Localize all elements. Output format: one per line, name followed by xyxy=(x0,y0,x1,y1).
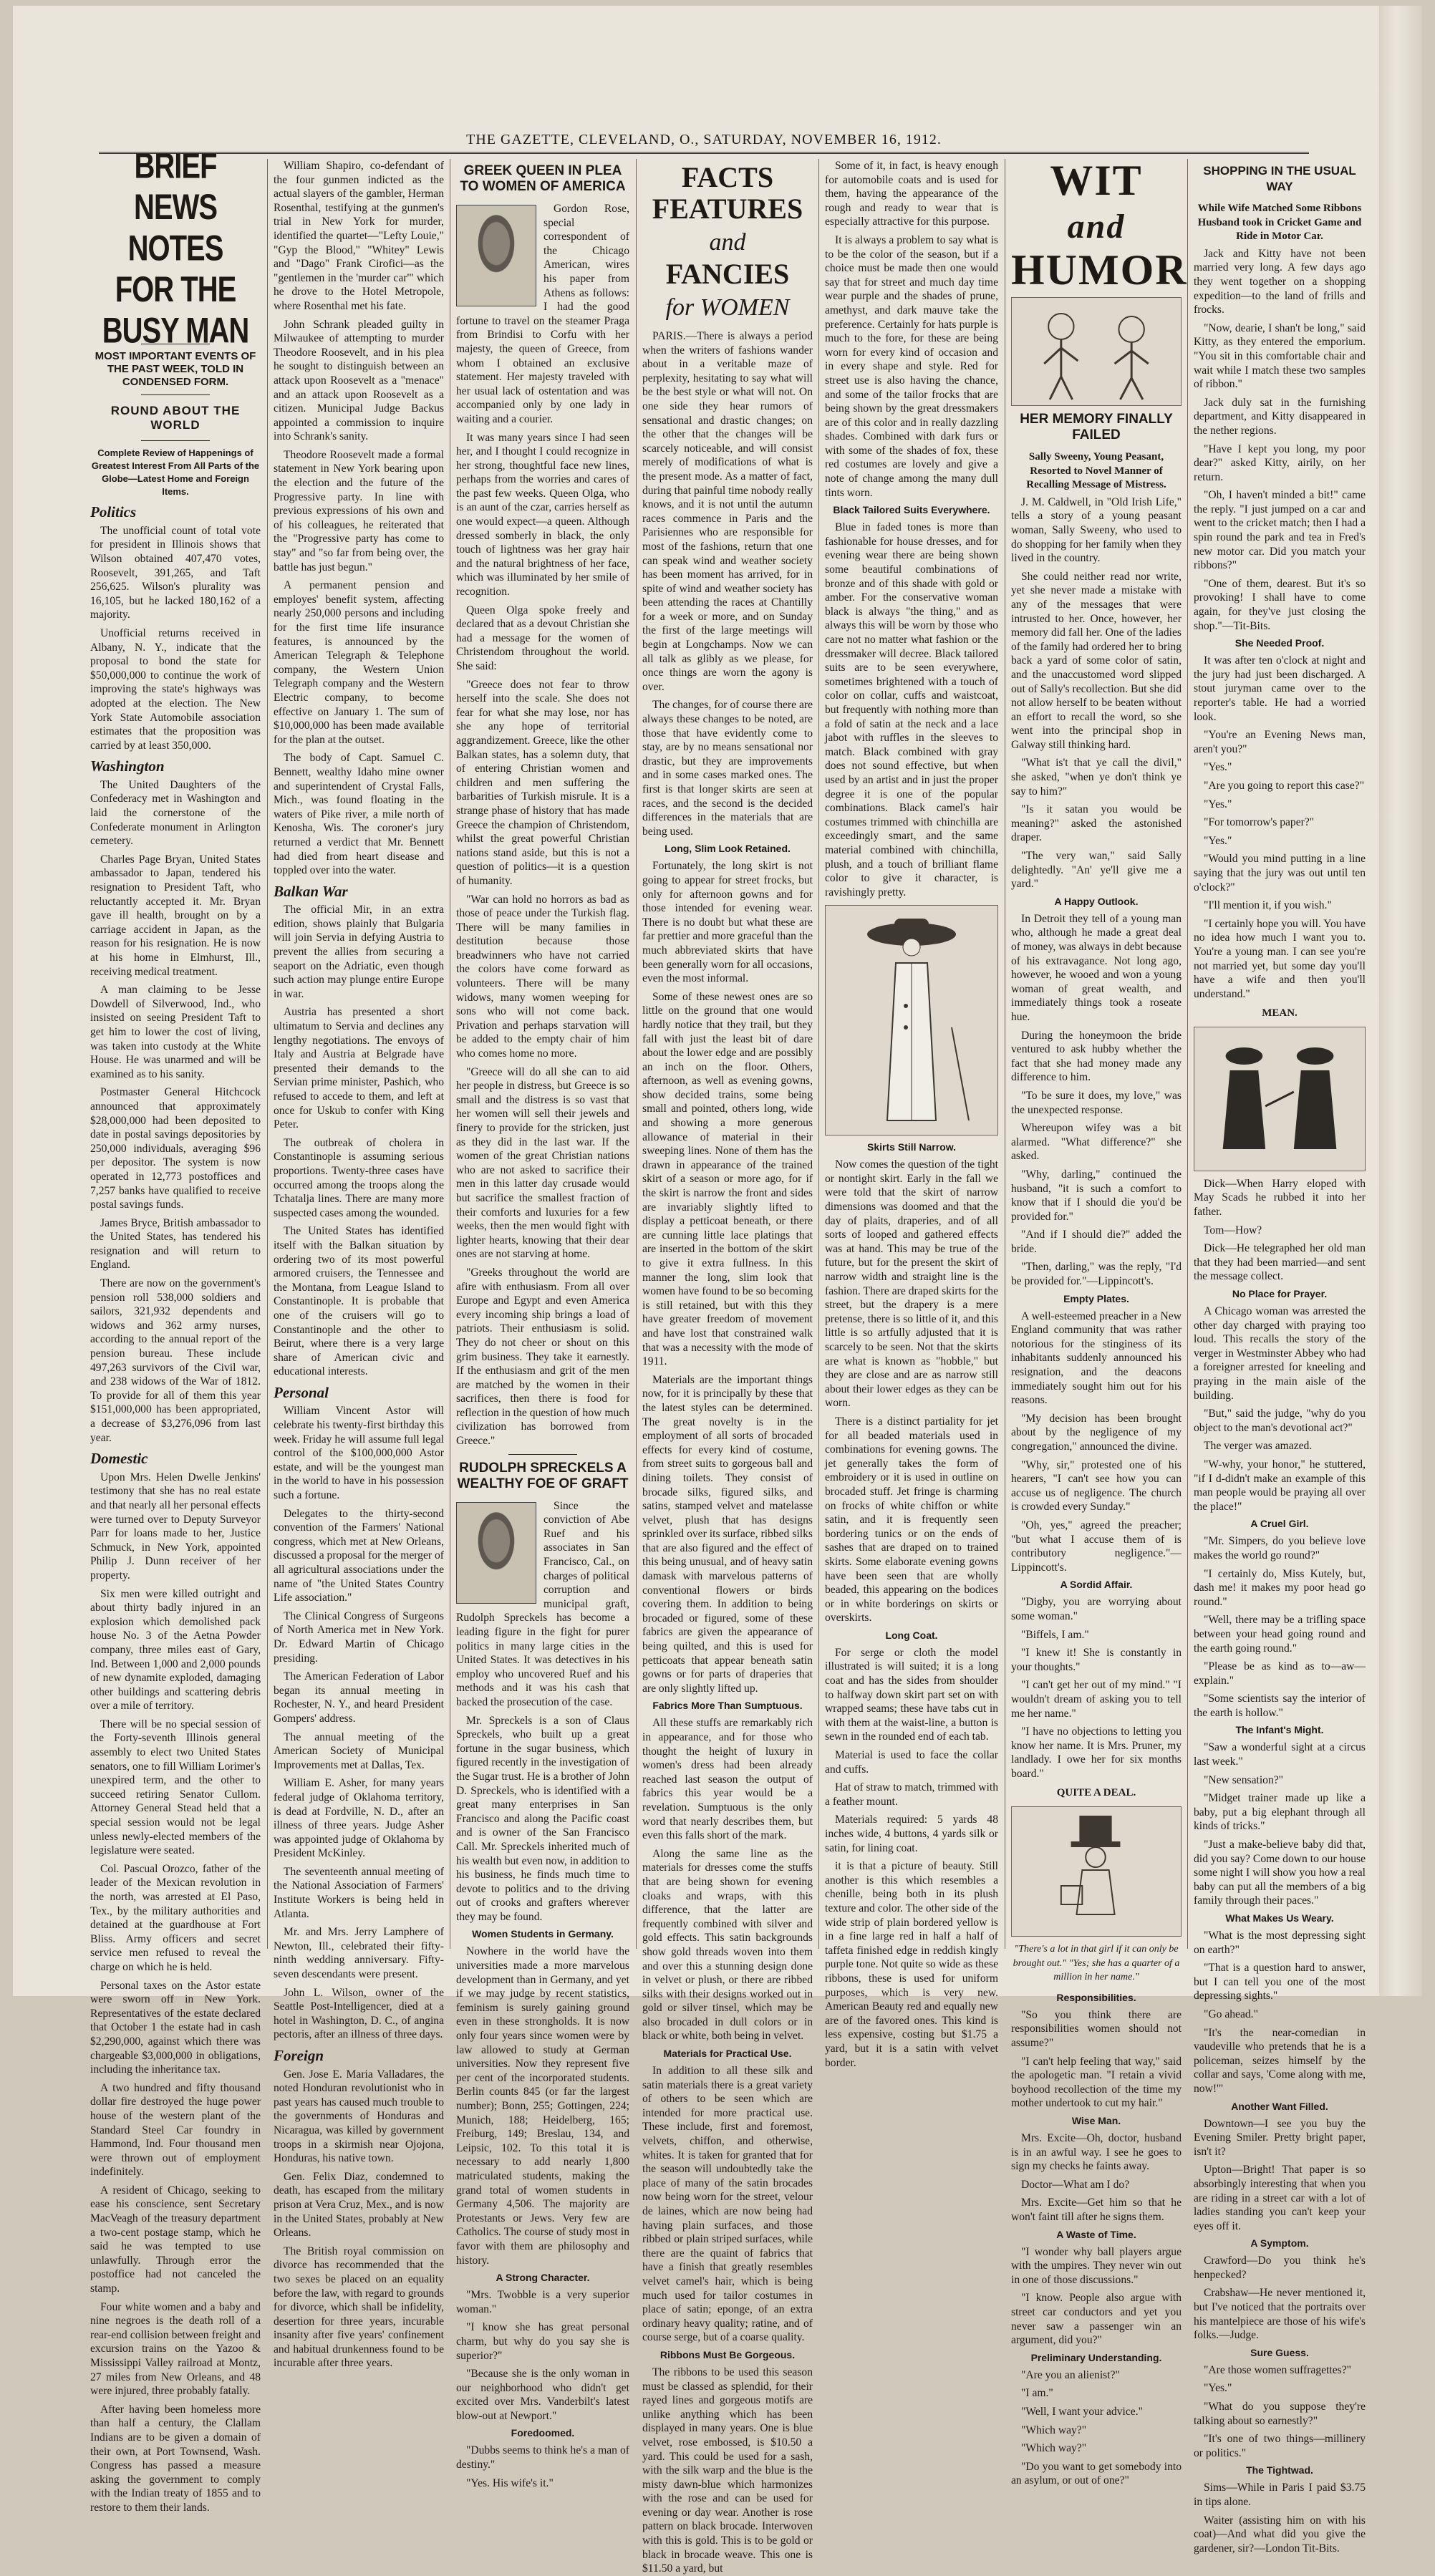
paragraph: There is a distinct partiality for jet for all beaded materials used in combinations for evening gowns. The jet generally takes the form of embroidery or it is used in outline on brocaded stuff. Jet fringe is charming on frocks of white chiffon or white satin, and it is frequently seen bordering tunics or on the ends of sashes that are draped on to trained skirts. Some elaborate evening gowns have been seen that are wholly beaded, this appearing on the bodices or in white borderings on skirts or overskirts. xyxy=(825,1415,998,1624)
paragraph: Six men were killed outright and about thirty badly injured in an explosion which demolished pack house No. 3 of the Aetna Powder company, three miles east of Gary, Ind. Between 1,000 and 2,000 pounds of new dynamite exploded, damaging other buildings and scattering debris over a mile of territory. xyxy=(90,1587,261,1713)
proof-story xyxy=(1194,654,1366,1001)
paragraph: In Detroit they tell of a young man who, although he made a great deal of money, was always in debt because of his extravagance. Not long ago, however, he wooed and won a young woman of great wealth, and immediately things took a roseate hue. xyxy=(1011,912,1182,1023)
paragraph: "But," said the judge, "why do you object to the man's devotional act?" xyxy=(1194,1408,1366,1434)
plates-story xyxy=(1011,1309,1182,1575)
news-items xyxy=(274,159,444,878)
prayer-headline: No Place for Prayer. xyxy=(1232,1288,1328,1300)
paragraph: Whereupon wifey was a bit alarmed. "What difference?" she asked. xyxy=(1011,1122,1182,1163)
round-about-kicker: ROUND ABOUT THE WORLD xyxy=(110,404,241,432)
paragraph: "Are those women suffragettes?" xyxy=(1204,2363,1352,2376)
cruel-story xyxy=(1194,1534,1366,1720)
paragraph: A permanent pension and employes' benefit system, affecting nearly 250,000 persons and including for the first time life insurance features, is announced by the American Telegraph & Telephone company, the Western Union Telegraph company and the Western Electric company, to become effective on January 1. The sum of $10,000,000 has been made available for the plan at the outset. xyxy=(274,579,444,746)
section-title-personal: Personal xyxy=(274,1383,329,1401)
filled-headline: Another Want Filled. xyxy=(1231,2100,1328,2112)
paragraph: Sims—While in Paris I paid $3.75 in tips alone. xyxy=(1194,2481,1366,2508)
paragraph: John L. Wilson, owner of the Seattle Post-Intelligencer, died at a hotel in Washington, D. C., of angina pectoris, after an illness of three days. xyxy=(274,1986,444,2041)
paragraph: "Greece will do all she can to aid her people in distress, but Greece is so small and the distress is so vast that her women will sell their jewels and finery to provide for the stricken, just as they did in the last war. If the women of the great Christian nations who are not asked to sacrifice their men in this latter day crusade would but sacrifice the smallest fraction of their comforts and luxuries for a few weeks, then the men would fight with lighter hearts, knowing that their dear ones are not starving at home. xyxy=(456,1065,629,1261)
paragraph: "I'll mention it, if you wish." xyxy=(1204,899,1332,912)
outlook-headline: A Happy Outlook. xyxy=(1054,895,1139,907)
paragraph: "Saw a wonderful sight at a circus last week." xyxy=(1194,1741,1366,1768)
paragraph: Material is used to face the collar and cuffs. xyxy=(825,1749,998,1776)
paragraph: "Why, darling," continued the husband, "it is such a comfort to know that if I should die you'd be provided for." xyxy=(1011,1168,1182,1223)
paragraph: During the honeymoon the bride ventured to ask hubby whether the fact that she had money made any difference to him. xyxy=(1011,1029,1182,1084)
fashion-illustration xyxy=(825,905,998,1136)
paragraph: "Now, dearie, I shan't be long," said Kitty, as they entered the emporium. "You sit in this comfortable chair and wait while I match these two samples of ribbon." xyxy=(1194,321,1366,391)
paragraph: PARIS.—There is always a period when the writers of fashions wander about in a veritable maze of perplexity, hesitating to say what will be the best style or what will not. On one side they hear rumors of sensational and drastic changes; on the other that the changes will be scarcely noticeable, and will consist merely of modifications of what is the present mode. As a matter of fact, during that painful time nobody really knows, and it is not until the autumn races commence in Paris and the Parisiennes who are responsible for most of the fashions, return that one can speak wind and weather society has been moment has arrived, for in spite of wind and weather society has been attending the races at Chantilly for a week or more, and on Sunday the first of the large meetings will begin at Longchamps. Now we can all talk as glibly as we please, for once things are worn the agony is over. xyxy=(642,330,813,693)
paragraph: Mrs. Excite—Get him so that he won't faint till after he signs them. xyxy=(1011,2197,1182,2223)
paragraph: "So you think there are responsibilities women should not assume?" xyxy=(1011,2008,1182,2050)
paragraph: "You're an Evening News man, aren't you?" xyxy=(1194,729,1366,755)
paragraph: It was after ten o'clock at night and the jury had just been discharged. A stout juryman came over to the reporter's table. He had a worried look. xyxy=(1194,654,1366,723)
paragraph: Austria has presented a short ultimatum to Servia and declines any lengthy negotiations. The envoys of Italy and Austria at Belgrade have presented their demands to the Servian prime minister, Pashich, who refused to accede to them, and left at once for Uskub to confer with King Peter. xyxy=(274,1006,444,1131)
paragraph: The verger was amazed. xyxy=(1204,1440,1313,1453)
column-shopping xyxy=(1194,159,1366,2555)
paragraph: Blue in faded tones is more than fashionable for house dresses, and for evening wear there are being shown some beautiful combinations of bronze and of this shade with gold or amber. For the conservative woman black is always "the thing," and as always this will be worn by those who care not no matter what fashion or the dressmaker will decree. Black tailored suits are to be seen everywhere, sometimes brightened with a touch of color on collar, cuffs and waistcoat, but frequently with nothing more than a fold of satin at the neck and a lace jabot with ruffles in the sleeves to match. Black combined with gray does not sound effective, but when used by an artist and in just the proper degree it is one of the popular combinations. Black camel's hair costumes trimmed with chinchilla are exceedingly smart, and the same material combined with chinchilla, plush, and a touch of brilliant flame color to give it character, is ravishingly pretty. xyxy=(825,521,998,899)
mean-story xyxy=(1194,1177,1366,1284)
students-story xyxy=(456,1945,629,2267)
paragraph: "Are you going to report this case?" xyxy=(1204,779,1365,792)
sumptuous-headline: Fabrics More Than Sumptuous. xyxy=(652,1700,803,1712)
column-rule xyxy=(267,159,268,1949)
paragraph: "Oh, yes," agreed the preacher; "but what I accuse them of is contributory negligence."—Lippincott's. xyxy=(1011,1519,1182,1574)
paragraph: The seventeenth annual meeting of the National Association of Farmers' Institute Workers is being held in Atlanta. xyxy=(274,1865,444,1920)
column-rule xyxy=(636,159,637,1949)
memory-headline: HER MEMORY FINALLY FAILED xyxy=(1020,412,1173,442)
paragraph: "Then, darling," was the reply, "I'd be provided for."—Lippincott's. xyxy=(1011,1261,1182,1288)
paragraph: Crawford—Do you think he's henpecked? xyxy=(1194,2255,1366,2281)
paragraph: In addition to all these silk and satin materials there is a great variety of others to be seen which are intended for more practical use. These include, first and foremost, velvets, chiffon, and otherwise, whites. It is taken for granted that for the season will undoubtedly take the place of many of the satin brocades now being worn for the street, velour de laines, which are now being had having plain surfaces, and those ribbed or plain striped surfaces, while there are the quaint of fabrics that have a finish that greatly resembles velvet camel's hair, which is being much used for tailor costumes in place of satin; eponge, of an extra ordinary heavy quality; ratine, and of course serge, but of a coarse quality. xyxy=(642,2065,813,2344)
paragraph: "What is the most depressing sight on earth?" xyxy=(1194,1929,1366,1956)
section-title-balkan: Balkan War xyxy=(274,882,348,900)
fashion-intro xyxy=(642,329,813,838)
column-wit-humor xyxy=(1011,157,1188,2487)
waste-story xyxy=(1011,2245,1182,2348)
wise-story xyxy=(1011,2131,1182,2224)
paragraph: "I am." xyxy=(1021,2387,1053,2400)
paragraph: "Are you an alienist?" xyxy=(1021,2368,1120,2381)
paragraph: A Chicago woman was arrested the other day charged with praying too loud. This recalls the story of the verger in Westminster Abbey who had a foreigner arrested for kneeling and praying in the main aisle of the building. xyxy=(1194,1305,1366,1402)
paragraph: Theodore Roosevelt made a formal statement in New York bearing upon the election and the future of the Progressive party. In line with previous expressions of his own and of his colleagues, he reiterated that the "Progressive party has come to stay" and "so far from being over, the battle has just begun." xyxy=(274,448,444,573)
practical-story xyxy=(642,2064,813,2345)
responsibilities-headline: Responsibilities. xyxy=(1056,1991,1136,2003)
black-suits-story xyxy=(825,520,998,899)
paragraph: A two hundred and fifty thousand dollar fire destroyed the huge power house of the western plant of the Standard Steel Car foundry in Hammond, Ind. Four thousand men were thrown out of employment indefinitely. xyxy=(90,2081,261,2179)
paragraph: She could neither read nor write, yet she never made a mistake with any of the messages that were intrusted to her. Once, however, her memory did fall her. One of the ladies of the family had ordered her to bring back a yard of some color of satin, and the unaccustomed word slipped out of Sally's recollection. But she did not allow herself to be beaten without an effort to recall the word, so she went into the principal shop in Galway still thinking hard. xyxy=(1011,570,1182,751)
section-title-foreign: Foreign xyxy=(274,2047,324,2064)
paragraph: "My decision has been brought about by the negligence of my congregation," announced the divine. xyxy=(1011,1412,1182,1453)
prelim-headline: Preliminary Understanding. xyxy=(1030,2351,1162,2363)
brief-news-headline: BRIEF NEWS NOTES FOR THE BUSY MAN xyxy=(102,146,249,351)
spreckels-portrait-image xyxy=(456,1502,536,1604)
paragraph: "Greece does not fear to throw herself into the scale. She does not fear for what she may lose, nor has she any hope of territorial aggrandizement. Greece, like the other Balkan states, has a solemn duty, that of entering Christian women and children and men suffering the barbarities of Turkish misrule. It is a strange phase of history that has made Greece the champion of Christendom, whilst the great powerful Christian nations stand aside, but this is not a question of politics—it is a question of humanity. xyxy=(456,678,629,887)
domestic-items xyxy=(90,1471,261,2515)
paragraph: Dick—When Harry eloped with May Scads he rubbed it into her father. xyxy=(1194,1177,1366,1219)
paragraph: Materials required: 5 yards 48 inches wide, 4 buttons, 4 yards silk or satin, for lining coat. xyxy=(825,1814,998,1854)
paragraph: For serge or cloth the model illustrated is will suited; it is a long coat and has the sides from shoulder to halfway down skirt part set on with wrapped seams; these have tabs cut in with them at the waist-line, a button is sewn in the rounded end of each tab. xyxy=(825,1646,998,1743)
cruel-headline: A Cruel Girl. xyxy=(1250,1518,1309,1530)
paragraph: "The very wan," said Sally delightedly. "An' ye'll give me a yard." xyxy=(1011,850,1182,891)
paragraph: Jack duly sat in the furnishing department, and Kitty disappeared in the nether regions. xyxy=(1194,396,1366,437)
paragraph: "Mrs. Twobble is a very superior woman." xyxy=(456,2289,629,2315)
paragraph: Gen. Jose E. Maria Valladares, the noted Honduran revolutionist who in past years has caused much trouble to the governments of Honduras and Nicaragua, was killed by government troops in a skirmish near Ojojona, Honduras, his native town. xyxy=(274,2068,444,2165)
paragraph: "Would you mind putting in a line saying that the jury was out until ten o'clock?" xyxy=(1194,853,1366,894)
weary-headline: What Makes Us Weary. xyxy=(1225,1912,1334,1924)
paragraph: Gordon Rose, special correspondent of the Chicago American, wires his paper from Athens as follows: I had the good fortune to travel on the steamer Praga from Brindisi to Corfu with her majesty, the queen of Greece, from whom I obtained an exclusive statement. Her majesty traveled with her usual lack of ostentation and was accompanied only by one lady in waiting and a courier. xyxy=(456,203,629,425)
paragraph: Doctor—What am I do? xyxy=(1021,2178,1130,2191)
section-title-politics: Politics xyxy=(90,503,137,521)
paragraph: "For tomorrow's paper?" xyxy=(1204,816,1315,829)
column-brief-news xyxy=(90,146,261,2514)
tightwad-headline: The Tightwad. xyxy=(1246,2464,1313,2476)
paragraph: "Greeks throughout the world are afire with enthusiasm. From all over Europe and Egypt and even America every incoming ship brings a load of patriots. Their enthusiasm is solid. They do not cheer or shout on this grim business. They take it earnestly. If the enthusiasm and grit of the men are matched by the women in their sacrifices, then there is food for reflection in the question of how much civilization has borrowed from Greece." xyxy=(456,1266,629,1448)
paragraph: There are now on the government's pension roll 538,000 soldiers and sailors, 321,932 dependents and widows and 362 army nurses, according to the annual report of the pension bureau. These include 497,263 survivors of the Civil war, and 238 widows of the War of 1812. To provide for all of them this year $151,000,000 has been appropriated, a decrease of $3,276,096 from last year. xyxy=(90,1277,261,1444)
paragraph: Charles Page Bryan, United States ambassador to Japan, tendered his resignation to President Taft, who reluctantly accepted it. Mr. Bryan gave ill health, brought on by a carriage accident in Japan, as the reason for his resignation. He is now at his home in Elmhurst, Ill., receiving medical treatment. xyxy=(90,853,261,978)
tightwad-story xyxy=(1194,2481,1366,2555)
paragraph: Downtown—I see you buy the Evening Smiler. Pretty bright paper, isn't it? xyxy=(1194,2117,1366,2158)
symptom-story xyxy=(1194,2254,1366,2343)
sure-story xyxy=(1194,2363,1366,2461)
section-title-washington: Washington xyxy=(90,757,165,775)
paragraph: "Which way?" xyxy=(1021,2442,1087,2455)
color-story xyxy=(825,159,998,500)
deal-text: "There's a lot in that girl if it can only be brought out." "Yes; she has a quarter of a million in her name." xyxy=(1013,1944,1180,1983)
prayer-story xyxy=(1194,1304,1366,1514)
paragraph: "I can't help feeling that way," said the apologetic man. "I retain a vivid boyhood recollection of the time my mother undertook to cut my hair." xyxy=(1011,2055,1182,2110)
paragraph: "W-why, your honor," he stuttered, "if I d-didn't make an example of this man people would be praying all over the place!" xyxy=(1194,1458,1366,1513)
paragraph: "I know. People also argue with street car conductors and yet you never saw a passenger win an argument, did you?" xyxy=(1011,2292,1182,2347)
deal-cartoon-illustration xyxy=(1011,1806,1182,1937)
paragraph: "Have I kept you long, my poor dear?" asked Kitty, airily, on her return. xyxy=(1194,442,1366,483)
shopping-dek: While Wife Matched Some Ribbons Husband took in Cricket Game and Ride in Motor Car. xyxy=(1197,203,1362,243)
paragraph: William E. Asher, for many years federal judge of Oklahoma territory, is dead at Fordville, N. D., after an illness of three years. Judge Asher was appointed judge of Oklahoma by President McKinley. xyxy=(274,1777,444,1860)
paragraph: Mr. Spreckels is a son of Claus Spreckels, who built up a great fortune in the sugar business, which figured recently in the investigation of the Sugar trust. He is a brother of John D. Spreckels, who is identified with a great many enterprises in San Francisco and along the Pacific coast and is owner of the San Francisco Call. Mr. Spreckels inherited much of his wealth but even now, in addition to his business, he finds much time to devote to politics and to the driving out of crooks and grafters wherever they may be found. xyxy=(456,1714,629,1923)
filled-story xyxy=(1194,2117,1366,2234)
page-spine xyxy=(1379,6,1422,1996)
paragraph: Crabshaw—He never mentioned it, but I've noticed that the portraits over his mantelpiece are those of his wife's folks.—Judge. xyxy=(1194,2287,1366,2342)
paragraph: "I can't get her out of my mind." "I wouldn't dream of asking you to tell me her name." xyxy=(1011,1679,1182,1720)
paragraph: The Clinical Congress of Surgeons of North America met in New York. Dr. Edward Martin of Chicago presiding. xyxy=(274,1609,444,1665)
paragraph: There will be no special session of the Forty-seventh Illinois general assembly to elect two United States senators, one to fill William Lorimer's unexpired term, and the other to succeed retiring Senator Cullom. Attorney General Stead held that a special session would not be legal unless newly-elected members of the legislature were seated. xyxy=(90,1718,261,1857)
politics-items xyxy=(90,524,261,753)
paragraph: Now comes the question of the tight or nontight skirt. Early in the fall we were told that the skirt of narrow dimensions was doomed and that the day of plaits, draperies, and of all sorts of looped and gathered effects was at hand. This may be true of the future, but for the present the skirt of narrow width and straight line is the fashion. There are draped skirts for the street, but the drapery is a mere pretense, there is so little of it, and this little is so artfully adjusted that it is scarcely to be seen. Not that the skirts are what is known as "hobble," but they are close and are as narrow still about their lower edges as they can be worn. xyxy=(825,1158,998,1410)
proof-headline: She Needed Proof. xyxy=(1235,637,1325,649)
greek-queen-story xyxy=(456,202,629,1448)
wise-headline: Wise Man. xyxy=(1071,2115,1121,2126)
infant-story xyxy=(1194,1740,1366,1908)
long-coat-headline: Long Coat. xyxy=(885,1629,938,1641)
paragraph: Fortunately, the long skirt is not going to appear for street frocks, but only for afternoon gowns and for those intended for evening wear. There is no doubt but what these are far prettier and more graceful than the much abbreviated skirts that have been generally worn for all occasions, even the most informal. xyxy=(642,860,813,985)
short-rule xyxy=(508,1454,578,1455)
paragraph: Some of these newest ones are so little on the ground that one would hardly notice that they trail, but they fall with just the least bit of dare about the lower edge and are possibly an inch on the floor. Others, afternoon, as well as evening gowns, show decided trains, some being small and pointed, others long, wide and showing a more generous allowance of material in their sweeping lines. None of them has the drawn in appearance of the trained skirt of a season or more ago, for if the skirt is narrow the front and sides are invariably slightly lifted to display a petticoat beneath, or there are cunning little lace platings that are inserted in the bottom of the skirt to give it extra fullness. In this manner the long, slim look that women have found to be so becoming is still retained, but with this they have greater freedom of movement and have lost that constrained walk that was a necessity with the mode of 1911. xyxy=(642,990,813,1368)
paragraph: "Is it satan you would be meaning?" asked the astonished draper. xyxy=(1011,803,1182,844)
paragraph: Along the same line as the materials for dresses come the stuffs that are being shown for evening cloaks and wraps, with this difference, that the latter are frequently combined with silver and gold effects. This satin backgrounds show gold threads woven into them and over this a stunning design done in velvet or plush, or there are ribbed silks with their designs worked out in gold or silver tinsel, which may be also brocaded in dull colors or in black or white, both being in velvet. xyxy=(642,1847,813,2043)
plates-headline: Empty Plates. xyxy=(1063,1292,1129,1304)
paragraph: Materials are the important things now, for it is principally by these that the latest styles can be determined. The great novelty is in the employment of all sorts of brocaded effects for every kind of costume, from street suits to gorgeous ball and dining toilets. They consist of brocade silks, figured silks, and satins, stamped velvet and matelasse velvet, plush that has designs sprinkled over its surface, ribbed silks that are also figured and the effect of this being unusual, and of heavy satin damask with marvelous patterns of conventional flowers or birds covering them. In addition to being brocaded or figured, some of these fabrics are given the appearance of being quilted, and this is used for petticoats that appear beneath satin gowns or for parts of draperies that are only slightly lifted up. xyxy=(642,1373,813,1695)
paragraph: "Well, I want your advice." xyxy=(1021,2405,1143,2418)
sordid-headline: A Sordid Affair. xyxy=(1060,1579,1133,1591)
paragraph: "What is't that ye call the divil," she asked, "when ye don't think ye say to him?" xyxy=(1011,757,1182,798)
column-fashion-continued xyxy=(825,159,998,2069)
short-rule xyxy=(141,440,209,441)
paragraph: "Midget trainer made up like a baby, put a big elephant through all kinds of tricks." xyxy=(1194,1792,1366,1833)
students-headline: Women Students in Germany. xyxy=(472,1928,614,1940)
column-rule xyxy=(818,159,819,1949)
paragraph: "Why, sir," protested one of his hearers, "I can't see how you can accuse us of negligence. The church is crowded every Sunday." xyxy=(1011,1458,1182,1514)
paragraph: The outbreak of cholera in Constantinople is assuming serious proportions. Twenty-three cases have occurred among the troops along the Tchatalja lines. There are many more suspected cases among the wounded. xyxy=(274,1136,444,1219)
washington-items xyxy=(90,778,261,1445)
wit-humor-title: WIT and HUMOR xyxy=(1011,157,1188,294)
paragraph: James Bryce, British ambassador to the United States, has tendered his resignation and will return to England. xyxy=(90,1216,261,1272)
foredoomed-story xyxy=(456,2444,629,2490)
outlook-story xyxy=(1011,912,1182,1289)
responsibilities-story xyxy=(1011,2008,1182,2111)
paragraph: "Some scientists say the interior of the earth is hollow." xyxy=(1194,1693,1366,1719)
paragraph: The ribbons to be used this season must be classed as splendid, for their rayed lines and gorgeous motifs are unlike anything which has been displayed in many years. One is blue velvet, rose embossed, is $10.50 a yard. This could be used for a sash, with the silk warp and the blue is the misty dawn-blue which harmonizes with the rose and can be used for evening or day wear. Another is rose pattern on black brocade. Interwoven with this is gold. This is to be gold or black in brocade weave. This one is $11.50 a yard, but xyxy=(642,2366,813,2575)
paragraph: Hat of straw to match, trimmed with a feather mount. xyxy=(825,1781,998,1808)
prelim-story xyxy=(1011,2368,1182,2488)
black-suits-headline: Black Tailored Suits Everywhere. xyxy=(833,504,990,516)
paragraph: "Yes." xyxy=(1204,761,1232,774)
paragraph: Upon Mrs. Helen Dwelle Jenkins' testimony that she has no real estate and that nearly all her personal effects were turned over to Deputy Surveyor Parr for loans made to her, Justice Schmuck, in New York, appointed Philip J. Dunn receiver of her property. xyxy=(90,1471,261,1582)
paragraph: "I have no objections to letting you know her name. It is Mrs. Pruner, my landlady. I owe her for six months board." xyxy=(1011,1725,1182,1780)
paragraph: Tom—How? xyxy=(1204,1224,1262,1236)
paragraph: "New sensation?" xyxy=(1204,1773,1284,1786)
paragraph: "I know she has great personal charm, but why do you say she is superior?" xyxy=(456,2321,629,2362)
column-fashion xyxy=(642,159,813,2575)
brief-news-dek: MOST IMPORTANT EVENTS OF THE PAST WEEK, TOLD IN CONDENSED FORM. xyxy=(95,350,256,388)
greek-queen-headline: GREEK QUEEN IN PLEA TO WOMEN OF AMERICA xyxy=(460,163,626,194)
character-headline: A Strong Character. xyxy=(496,2272,590,2284)
paragraph: John Schrank pleaded guilty in Milwaukee of attempting to murder Theodore Roosevelt, and in his plea he sought to distinguish between an attack upon Roosevelt as a "menace" and an attack upon Roosevelt as a citizen. Municipal Judge Backus appointed a commission to inquire into Schrank's sanity. xyxy=(274,318,444,443)
paragraph: The body of Capt. Samuel C. Bennett, wealthy Idaho mine owner and superintendent of Crystal Falls, Mich., was found floating in the waters of Pike river, a mile north of Kenosha, Wis. The coroner's jury returned a verdict that Mr. Bennett had died from heart disease and toppled over into the water. xyxy=(274,752,444,877)
paragraph: "It's one of two things—millinery or politics." xyxy=(1194,2433,1366,2459)
paragraph: "Dubbs seems to think he's a man of destiny." xyxy=(456,2444,629,2471)
memory-story xyxy=(1011,495,1182,891)
paragraph: "To be sure it does, my love," was the unexpected response. xyxy=(1011,1089,1182,1116)
paragraph: Unofficial returns received in Albany, N. Y., indicate that the proposal to bond the state for $50,000,000 to continue the work of improving the state's highways was adopted at the election. The New York State Automobile association estimates that the proposition was carried by at least 350,000. xyxy=(90,626,261,752)
paragraph: The unofficial count of total vote for president in Illinois shows that Wilson obtained 407,470 votes, Roosevelt, 391,265, and Taft 256,625. Wilson's plurality was 16,105, but he lacked 180,162 of a majority. xyxy=(90,524,261,621)
paragraph: Jack and Kitty have not been married very long. A few days ago they went together on a shopping expedition—to the land of frills and frocks. xyxy=(1194,247,1366,316)
paragraph: "Yes." xyxy=(1204,2382,1232,2395)
waste-headline: A Waste of Time. xyxy=(1056,2228,1136,2240)
paragraph: The annual meeting of the American Society of Municipal Improvements met at Dallas, Tex. xyxy=(274,1730,444,1771)
shopping-story xyxy=(1194,247,1366,633)
section-title-domestic: Domestic xyxy=(90,1450,148,1468)
paragraph: The British royal commission on divorce has recommended that the two sexes be placed on an equality before the law, with regard to grounds for divorce, which shall be infidelity, desertion for three years, incurable insanity after five years' confinement and habitual drunkenness found to be incurable after three years. xyxy=(274,2245,444,2370)
infant-headline: The Infant's Might. xyxy=(1235,1724,1324,1736)
column-greek-queen xyxy=(456,159,629,2489)
slim-story xyxy=(642,859,813,1695)
paragraph: J. M. Caldwell, in "Old Irish Life," tells a story of a young peasant woman, Sally Sweeny, who used to do shopping for her family when they lived in the country. xyxy=(1011,495,1182,565)
paragraph: All these stuffs are remarkably rich in appearance, and for those who thought the height of luxury in women's dress had been already reached last season the output of fabrics this year would be a revelation. Sumptuous is the only word that nearly describes them, but even this falls short of the mark. xyxy=(642,1717,813,1842)
masthead: THE GAZETTE, CLEVELAND, O., SATURDAY, NOVEMBER 16, 1912. xyxy=(466,132,942,147)
paragraph: It is always a problem to say what is to be the color of the season, but if a choice must be made then one would say that for street and much day time wear purple and the shades of prune, amethyst, and dark mauve take the preference. Certainly for hats purple is much to the fore, for these are being worn for every kind of occasion and in every shape and style. Red for street use is also having the chance, and some of the tailor frocks that are being shown by the great dressmakers are of this color and in really dazzling shades. Combined with dark furs or with some of the shades of fox, these red costumes are lovely and give a note of change among the many dull tints worn. xyxy=(825,233,998,499)
balkan-items xyxy=(274,903,444,1379)
sordid-story xyxy=(1011,1595,1182,1781)
cartoon-illustration xyxy=(1011,297,1182,406)
mean-cartoon-illustration xyxy=(1194,1027,1366,1171)
paragraph: Mrs. Excite—Oh, doctor, husband is in an awful way. I see he goes to sign my checks he faints away. xyxy=(1011,2132,1182,2173)
paragraph: "I wonder why ball players argue with the umpires. They never win out in one of those discussions." xyxy=(1011,2245,1182,2286)
paragraph: Postmaster General Hitchcock announced that approximately $28,000,000 had been deposited to date in postal savings depositories by 250,000 individuals, averaging $96 per depositor. The system is now operated in 12,773 postoffices and 7,257 banks have qualified to receive postal savings funds. xyxy=(90,1086,261,1211)
practical-headline: Materials for Practical Use. xyxy=(663,2048,792,2060)
paragraph: William Shapiro, co-defendant of the four gunmen indicted as the actual slayers of the gambler, Herman Rosenthal, testifying at the gunmen's trial in New York for murder, identified the quartet—"Lefty Louie," "Gyp the Blood," "Whitey" Lewis and "Dago" Frank Cirofici—as the "gentlemen in the 'murder car'" which he drove to the Hotel Metropole, where Rosenthal met his fate. xyxy=(274,160,444,312)
symptom-headline: A Symptom. xyxy=(1250,2237,1309,2250)
facts-features-title: FACTS FEATURES and FANCIES for WOMEN xyxy=(652,161,803,321)
paragraph: Gen. Felix Diaz, condemned to death, has escaped from the military prison at Vera Cruz, Mex., and is now in the United States, probably at New Orleans. xyxy=(274,2170,444,2240)
paragraph: "Yes." xyxy=(1204,798,1232,810)
foreign-items xyxy=(274,2068,444,2371)
paragraph: The official Mir, in an extra edition, shows plainly that Bulgaria will join Servia in defying Austria to prevent the allies from securing a seaport on the Adriatic, even though such action may plunge entire Europe in war. xyxy=(274,904,444,1000)
paragraph: Delegates to the thirty-second convention of the Farmers' National congress, which met at New Orleans, discussed a proposal for the merger of all agricultural associations under the name of "the United States Country Life association." xyxy=(274,1507,444,1604)
paragraph: Four white women and a baby and nine negroes is the death roll of a rear-end collision between freight and excursion trains on the Yazoo & Mississippi Valley railroad at Montz, 27 miles from New Orleans, and 48 were injured, three probably fatally. xyxy=(90,2300,261,2398)
narrow-story xyxy=(825,1158,998,1625)
paragraph: Waiter (assisting him on with his coat)—And what did you give the gardener, sir?—London Tit-Bits. xyxy=(1194,2514,1366,2555)
paragraph: The United States has identified itself with the Balkan situation by ordering two of its most powerful armored cruisers, the Tennessee and the Montana, from League Island to Constantinople. It is probable that one of the cruisers will go to Constantinople and the other to Beirut, where there is a very large share of American civic and educational interests. xyxy=(274,1225,444,1378)
paragraph: "Well, there may be a trifling space between your head going round and the earth going round." xyxy=(1194,1614,1366,1655)
paragraph: "Biffels, I am." xyxy=(1021,1628,1089,1641)
column-rule xyxy=(1187,159,1188,1949)
paragraph: "War can hold no horrors as bad as those of peace under the Turkish flag. There will be many families in destitution because those breadwinners who have not carried the colors have come forward as volunteers. There will be many widows, many women weeping for sons who will not come back. Privation and perhaps starvation will be added to the empty chair of him who comes home no more. xyxy=(456,893,629,1060)
ribbons-continued xyxy=(825,1859,998,2070)
paragraph: "Go ahead." xyxy=(1204,2008,1258,2020)
memory-dek: Sally Sweeny, Young Peasant, Resorted to Novel Manner of Recalling Message of Mistress. xyxy=(1026,451,1166,491)
paragraph: A resident of Chicago, seeking to ease his conscience, sent Secretary MacVeagh of the treasury department a two-cent postage stamp, which he said he was tempted to use unlawfully. Through error the postoffice had not canceled the stamp. xyxy=(90,2184,261,2295)
paragraph: "Oh, I haven't minded a bit!" came the reply. "I just jumped on a car and went to the cricket match; then I had a spin round the park and tea in Fred's new motor car. Did you match your ribbons?" xyxy=(1194,489,1366,572)
spreckels-headline: RUDOLPH SPRECKELS A WEALTHY FOE OF GRAFT xyxy=(457,1460,629,1491)
ribbons-story xyxy=(642,2366,813,2576)
paragraph: "Do you want to get somebody into an asylum, or out of one?" xyxy=(1011,2460,1182,2487)
paragraph: "Yes." xyxy=(1204,834,1232,847)
mean-caption: MEAN. xyxy=(1262,1007,1298,1020)
paragraph: After having been homeless more than half a century, the Clallam Indians are to be given a domain of their own, at Port Townsend, Wash. Congress has passed a measure asking the government to comply with the Indian treaty of 1855 and to restore to them their lands. xyxy=(90,2403,261,2514)
paragraph: Queen Olga spoke freely and declared that as a devout Christian she had a message for the women of Christendom throughout the world. She said: xyxy=(456,604,629,672)
paragraph: "I certainly do, Miss Kutely, but, dash me! it makes my poor head go round." xyxy=(1194,1567,1366,1608)
paragraph: "Because she is the only woman in our neighborhood who didn't get excited over Mrs. Vanderbilt's latest blow-out at Newport." xyxy=(456,2368,629,2422)
character-story xyxy=(456,2288,629,2423)
paragraph: "And if I should die?" added the bride. xyxy=(1011,1229,1182,1255)
paragraph: "Digby, you are worrying about some woman." xyxy=(1011,1596,1182,1622)
paragraph: "Yes. His wife's it." xyxy=(466,2476,554,2489)
narrow-headline: Skirts Still Narrow. xyxy=(867,1141,956,1153)
ribbons-headline: Ribbons Must Be Gorgeous. xyxy=(659,2348,796,2360)
sumptuous-story xyxy=(642,1716,813,2043)
paragraph: Nowhere in the world have the universities made a more marvelous development than in Germany, and yet if we may judge by recent statistics, feminism is surely gaining ground even in these strongholds. It is now only four years since women were by law allowed to study at German universities. Now they represent five per cent of the incorporated students. Berlin counts 845 (or far the largest number); Bonn, 255; Gottingen, 224; Munich, 188; Heidelberg, 165; Freiburg, 149; Breslau, 134, and Leipsic, 102. To this total it is necessary to add nearly 1,800 matriculated students, making the grand total of women students in Germany 4,506. The majority are Protestants or Jews. Very few are Catholics. The course of study most in favor with them are philosophy and history. xyxy=(456,1945,629,2267)
queen-portrait-image xyxy=(456,205,536,306)
paragraph: "I knew it! She is constantly in your thoughts." xyxy=(1011,1647,1182,1673)
paragraph: Dick—He telegraphed her old man that they had been married—and sent the message collect. xyxy=(1194,1242,1366,1283)
deal-caption: QUITE A DEAL. xyxy=(1056,1787,1136,1799)
paragraph: Since the conviction of Abe Ruef and his associates in San Francisco, Cal., on charges of political corruption and municipal graft, Rudolph Spreckels has become a leading figure in the fight for purer politics in many large cities in the United States. It was detectives in his employ who uncovered Ruef and his methods and it was his cash that backed the prosecution of the case. xyxy=(456,1499,629,1708)
newspaper-page xyxy=(13,6,1422,2575)
paragraph: "One of them, dearest. But it's so provoking! I shall have to come again, for they've just closing the shop."—Tit-Bits. xyxy=(1194,577,1366,632)
personal-items xyxy=(274,1404,444,2042)
paragraph: Col. Pascual Orozco, father of the leader of the Mexican revolution in the north, was arrested at El Paso, Tex., by the military authorities and detained at the guardhouse at Fort Bliss. Army officers and secret service men refused to reveal the charge on which he is held. xyxy=(90,1862,261,1973)
short-rule xyxy=(141,394,209,395)
paragraph: Mr. and Mrs. Jerry Lamphere of Newton, Ill., celebrated their fifty-ninth wedding anniversary. Fifty-seven descendants were present. xyxy=(274,1926,444,1981)
long-coat-story xyxy=(825,1646,998,1855)
paragraph: "Just a make-believe baby did that, did you say? Come down to our house some night I will show you how a real baby can put all the members of a big family through their paces." xyxy=(1194,1839,1366,1907)
paragraph: it is that a picture of beauty. Still another is this which resembles a chenille, being both in its plush texture and color. The other side of the wide strip of plain bordered yellow is in a fine large red in half a half of taffeta finished edge in reddish kingly purple tone. Not quite so wide as these ribbons, these is used for uniform purposes, which is very new. American Beauty red and equally new are of the favored ones. This kind is less expensive, costing but $1.75 a yard, but it is a satin with velvet border. xyxy=(825,1860,998,2069)
foredoomed-headline: Foredoomed. xyxy=(511,2427,575,2439)
paragraph: A man claiming to be Jesse Dowdell of Silverwood, Ind., who insisted on seeing President Taft to get him to lower the cost of living, was taken into custody at the White House. He was unarmed and will be examined as to his sanity. xyxy=(90,984,261,1080)
paragraph: Upton—Bright! That paper is so absorbingly interesting that when you are riding in a street car with a lot of ladies standing you can't keep your eyes off it. xyxy=(1194,2164,1366,2232)
paragraph: "Which way?" xyxy=(1021,2424,1087,2436)
column-news-continued xyxy=(274,159,444,2370)
paragraph: "That is a question hard to answer, but I can tell you one of the most depressing sights." xyxy=(1194,1962,1366,2003)
paragraph: The changes, for of course there are always these changes to be noted, are those that have evidently come to stay, are by no means sensational nor drastic, but they are improvements and in some cases marked ones. The first is that longer skirts are seen at races, and the second is the decided differences in the materials that are being used. xyxy=(642,699,813,838)
slim-headline: Long, Slim Look Retained. xyxy=(665,843,791,855)
brief-news-summary: Complete Review of Happenings of Greatest Interest From All Parts of the Globe—Latest Home and Foreign Items. xyxy=(91,447,260,498)
paragraph: "It's the near-comedian in vaudeville who pretends that he is a policeman, seizes himself by the collar and says, 'Come along with me, now!'" xyxy=(1194,2026,1366,2095)
paragraph: Personal taxes on the Astor estate were sworn off in New York. Representatives of the estate declared that October 1 the estate had in cash $2,290,000, against which there was chargeable $3,000,000 in obligations, including the inheritance tax. xyxy=(90,1979,261,2076)
paragraph: The American Federation of Labor began its annual meeting in Rochester, N. Y., and heard President Gompers' address. xyxy=(274,1670,444,1725)
paragraph: "What do you suppose they're talking about so earnestly?" xyxy=(1194,2401,1366,2427)
paragraph: "I certainly hope you will. You have no idea how much I want you to. You're a young man. I can see you're not married yet, but some day you'll have a wife and then you'll understand." xyxy=(1194,917,1366,1000)
weary-story xyxy=(1194,1929,1366,2096)
paragraph: William Vincent Astor will celebrate his twenty-first birthday this week. Friday he will assume full legal control of the $100,000,000 Astor estate, and will be the youngest man in the world to have in his possession such a fortune. xyxy=(274,1405,444,1502)
paragraph: The United Daughters of the Confederacy met in Washington and laid the cornerstone of the Confederate monument in Arlington cemetery. xyxy=(90,778,261,848)
top-rule xyxy=(99,152,1309,154)
sure-headline: Sure Guess. xyxy=(1250,2346,1309,2358)
paragraph: It was many years since I had seen her, and I thought I could recognize in her strong, thoughtful face new lines, perhaps from the worries and cares of the past few weeks. Queen Olga, who is an aunt of the czar, carries herself as one would expect—a queen. Although dressed somberly in black, the only touch of lightness was her gray hair and the natural brightness of her face, which was illuminated by her smile of recognition. xyxy=(456,431,629,599)
paragraph: "Please be as kind as to—aw—explain." xyxy=(1194,1660,1366,1687)
paragraph: "Mr. Simpers, do you believe love makes the world go round?" xyxy=(1194,1535,1366,1561)
paragraph: Some of it, in fact, is heavy enough for automobile coats and is used for them, having the appearance of the rough and ready to wear that is especially attractive for this purpose. xyxy=(825,160,998,228)
paragraph: A well-esteemed preacher in a New England community that was rather notorious for the stinginess of its inhabitants suddenly announced his resignation, and the deacons immediately sought him out for his reasons. xyxy=(1011,1309,1182,1407)
shopping-headline: SHOPPING IN THE USUAL WAY xyxy=(1203,164,1356,193)
